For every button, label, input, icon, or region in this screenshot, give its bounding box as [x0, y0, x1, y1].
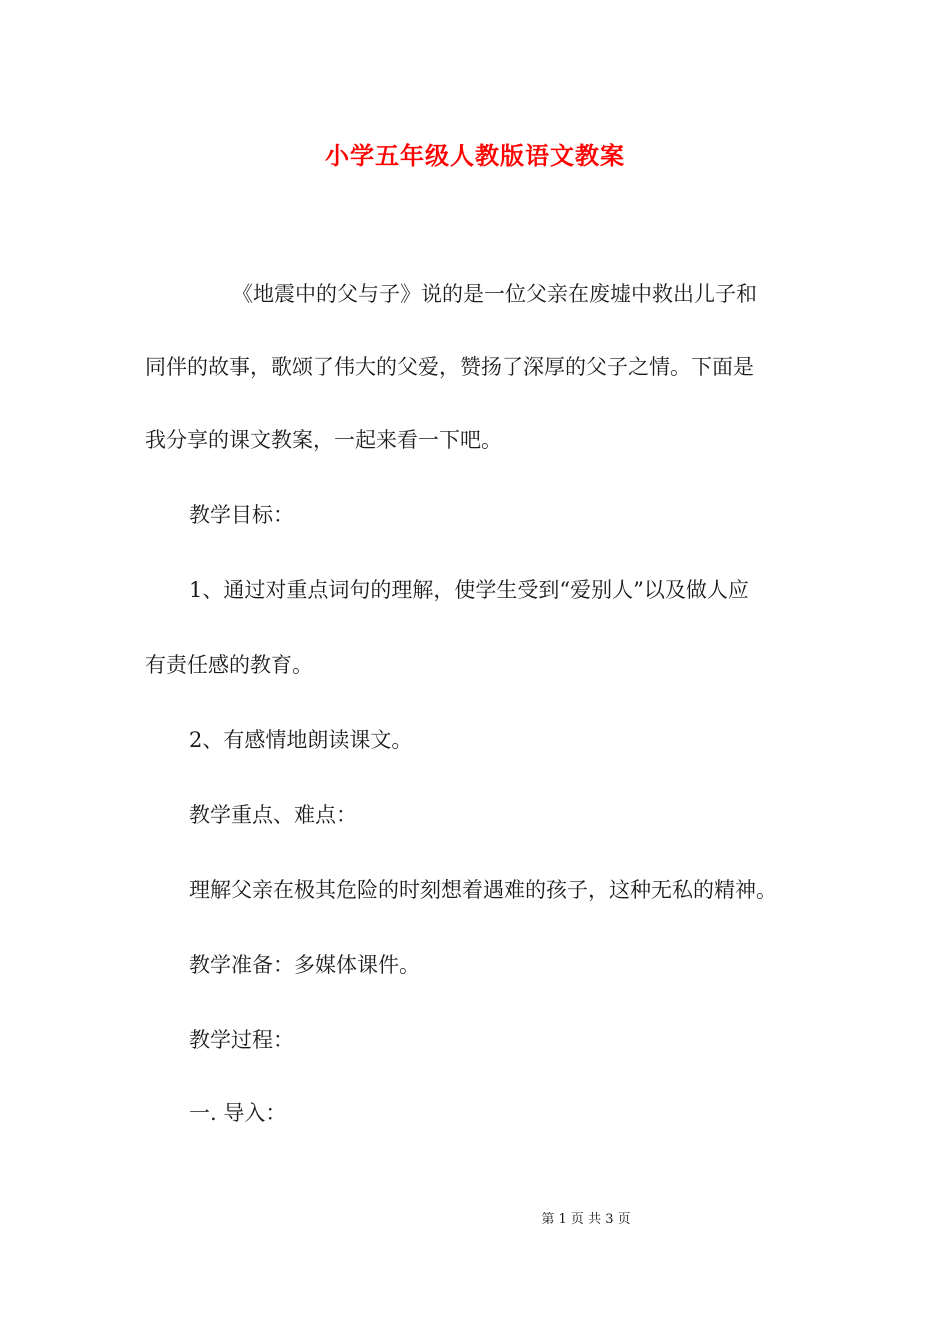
paragraph-line: 同伴的故事，歌颂了伟大的父爱，赞扬了深厚的父子之情。下面是: [145, 355, 754, 379]
paragraph-line: 《地震中的父与子》说的是一位父亲在废墟中救出儿子和: [232, 282, 757, 306]
paragraph-line: 2、有感情地朗读课文。: [189, 728, 413, 752]
document-title: 小学五年级人教版语文教案: [325, 141, 625, 170]
paragraph-line: 1、通过对重点词句的理解，使学生受到“爱别人”以及做人应: [189, 578, 749, 602]
paragraph-line: 教学准备：多媒体课件。: [189, 953, 420, 977]
section-heading: 教学目标：: [189, 503, 294, 527]
paragraph-line: 理解父亲在极其危险的时刻想着遇难的孩子，这种无私的精神。: [189, 878, 777, 902]
section-heading: 教学过程：: [189, 1028, 294, 1052]
page-number-footer: 第 1 页 共 3 页: [541, 1212, 631, 1227]
section-heading: 教学重点、难点：: [189, 803, 357, 827]
paragraph-line: 有责任感的教育。: [145, 653, 313, 677]
section-heading: 一. 导入：: [189, 1101, 287, 1125]
paragraph-line: 我分享的课文教案，一起来看一下吧。: [145, 428, 502, 452]
